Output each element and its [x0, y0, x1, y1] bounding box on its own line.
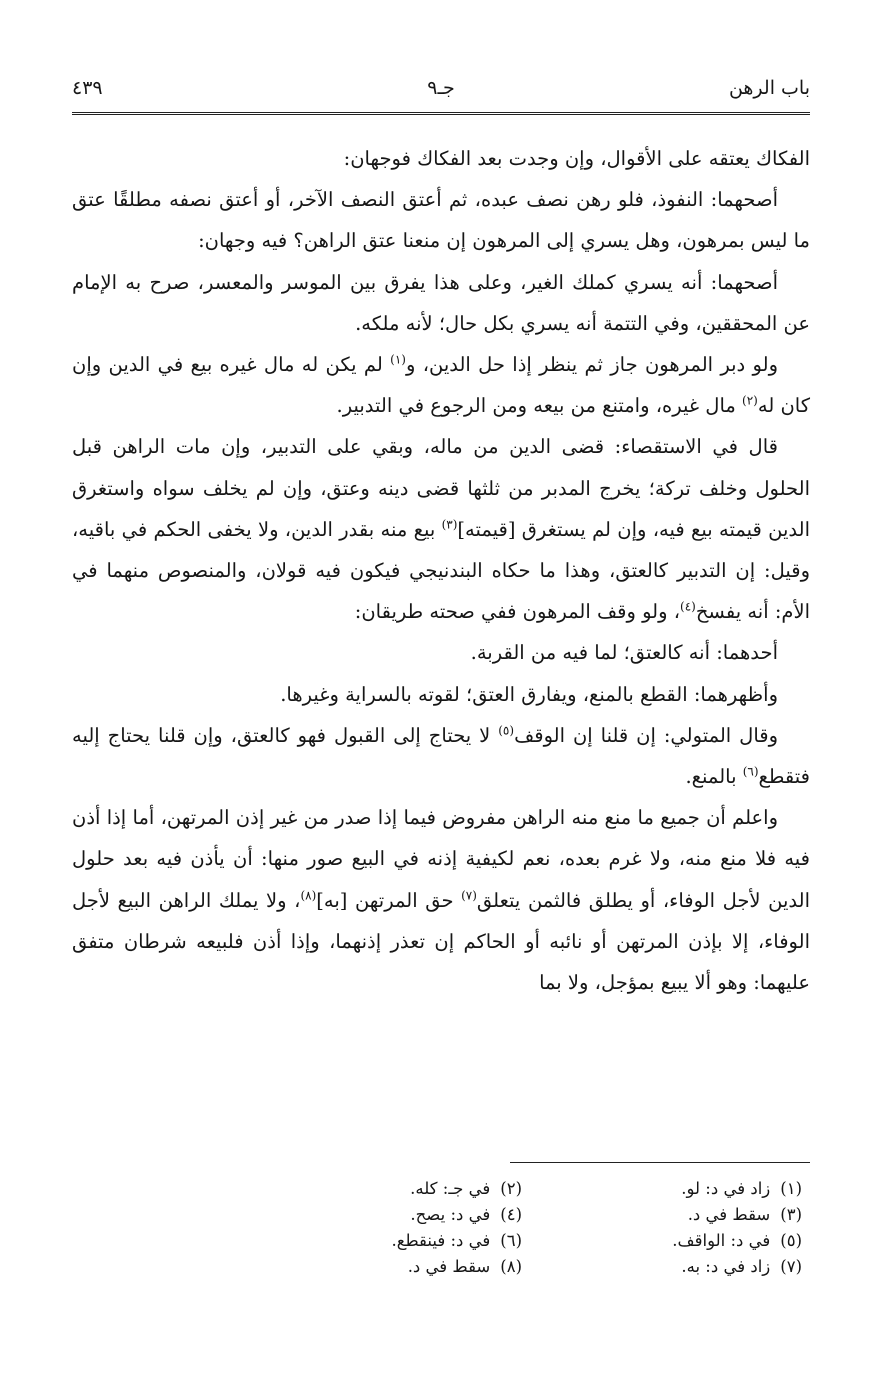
paragraph-text: لا يحتاج إلى القبول فهو كالعتق، وإن قلنا يحتاج إليه فتقطع: [72, 723, 810, 789]
volume-label: جـ٩: [427, 77, 455, 99]
footnote-marker: (٨): [300, 888, 317, 903]
footnote-marker: (٣): [441, 517, 458, 532]
book-page: [72, 0, 810, 1375]
paragraph-text: حق المرتهن [به]: [316, 888, 462, 912]
main-text: [72, 138, 810, 1003]
footnote: [522, 1202, 802, 1228]
paragraph: [72, 632, 810, 673]
page-number: ٤٣٩: [72, 77, 103, 99]
footnote-marker: (٤): [680, 599, 696, 614]
paragraph-text: ولو دبر المرهون جاز ثم ينظر إذا حل الدين، و: [405, 353, 778, 377]
footnote-text: زاد في د: لو.: [681, 1179, 771, 1198]
paragraph-text: أحدهما: أنه كالعتق؛ لما فيه من القربة.: [470, 641, 778, 665]
footnote-text: سقط في د.: [407, 1257, 491, 1276]
footnote-marker: (١): [390, 352, 406, 367]
footnote-number: (١): [780, 1179, 802, 1198]
paragraph: [72, 797, 810, 1003]
paragraph-text: ، ولو وقف المرهون ففي صحته طريقان:: [354, 600, 681, 624]
footnote-number: (٣): [780, 1205, 802, 1224]
paragraph-text: واعلم أن جميع ما منع منه الراهن مفروض فيما إذا صدر من غير إذن المرتهن، أما إذا أذن فيه فلا منع منه، ولا غرم بعده، نعم لكيفية إذنه في البيع صور منها: أن يأذن فيه بعد حلول الدين لأجل الوفاء، أو يطلق فالثمن يتعلق: [72, 806, 810, 912]
paragraph: [72, 262, 810, 344]
paragraph-text: بيع منه بقدر الدين، ولا يخفى الحكم في باقيه، وقيل: إن التدبير كالعتق، وهذا ما حكاه البندنيجي فيكون فيه قولان، والمنصوص منهما في الأم: أنه يفسخ: [72, 517, 810, 624]
footnote: [242, 1254, 522, 1280]
paragraph-text: وقال المتولي: إن قلنا إن الوقف: [514, 723, 779, 747]
footnote: [242, 1202, 522, 1228]
paragraph-text: وأظهرهما: القطع بالمنع، ويفارق العتق؛ لقوته بالسراية وغيرها.: [280, 682, 778, 706]
footnote-separator: [510, 1162, 810, 1163]
footnote-number: (٥): [780, 1231, 802, 1250]
footnote-text: سقط في د.: [687, 1205, 771, 1224]
paragraph: [72, 715, 810, 797]
footnote-number: (٨): [500, 1257, 522, 1276]
footnote-marker: (٧): [461, 888, 477, 903]
paragraph-text: الفكاك يعتقه على الأقوال، وإن وجدت بعد الفكاك فوجهان:: [343, 147, 810, 170]
paragraph: [72, 426, 810, 632]
footnote: [522, 1254, 802, 1280]
footnotes: [242, 1176, 802, 1280]
paragraph-text: لم يكن له مال غيره بيع في الدين وإن كان له: [72, 353, 810, 418]
footnote: [242, 1228, 522, 1254]
footnote-marker: (٥): [498, 723, 515, 738]
paragraph: [72, 179, 810, 261]
footnote-marker: (٦): [742, 764, 759, 779]
footnote-text: في د: الواقف.: [672, 1231, 771, 1250]
footnote-number: (٤): [500, 1205, 522, 1224]
footnote: [242, 1176, 522, 1202]
paragraph-text: بالمنع.: [685, 765, 743, 789]
paragraph-text: ، ولا يملك الراهن البيع لأجل الوفاء، إلا بإذن المرتهن أو نائبه أو الحاكم إن تعذر إذنهما، وإذا أذن فلبيعه شرطان متفق عليهما: وهو ألا يبيع بمؤجل، ولا بما: [72, 888, 810, 995]
footnote: [522, 1228, 802, 1254]
footnote: [522, 1176, 802, 1202]
footnote-text: في جـ: كله.: [410, 1179, 491, 1198]
running-header: [72, 70, 810, 106]
paragraph: [72, 674, 810, 715]
footnote-number: (٦): [500, 1231, 522, 1250]
chapter-title: باب الرهن: [728, 77, 810, 99]
paragraph: [72, 138, 810, 179]
paragraph-text: قال في الاستقصاء: قضى الدين من ماله، وبقي على التدبير، وإن مات الراهن قبل الحلول وخلف تركة؛ يخرج المدبر من ثلثها قضى دينه وعتق، وإن لم يخلف سواه واستغرق الدين قيمته بيع فيه، وإن لم يستغرق [قيمته]: [72, 435, 810, 541]
footnote-text: زاد في د: به.: [681, 1257, 771, 1276]
footnote-text: في د: فينقطع.: [391, 1231, 491, 1250]
paragraph-text: مال غيره، وامتنع من بيعه ومن الرجوع في التدبير.: [336, 394, 743, 418]
paragraph-text: أصحهما: النفوذ، فلو رهن نصف عبده، ثم أعتق النصف الآخر، أو أعتق نصفه مطلقًا عتق ما ليس بمرهون، وهل يسري إلى المرهون إن منعنا عتق الراهن؟ فيه وجهان:: [72, 188, 810, 253]
footnote-marker: (٢): [742, 393, 758, 408]
footnote-text: في د: يصح.: [410, 1205, 491, 1224]
header-rule: [72, 112, 810, 118]
paragraph: [72, 344, 810, 426]
paragraph-text: أصحهما: أنه يسري كملك الغير، وعلى هذا يفرق بين الموسر والمعسر، صرح به الإمام عن المحققين، وفي التتمة أنه يسري بكل حال؛ لأنه ملكه.: [72, 270, 810, 335]
footnote-number: (٢): [500, 1179, 522, 1198]
footnote-number: (٧): [780, 1257, 802, 1276]
